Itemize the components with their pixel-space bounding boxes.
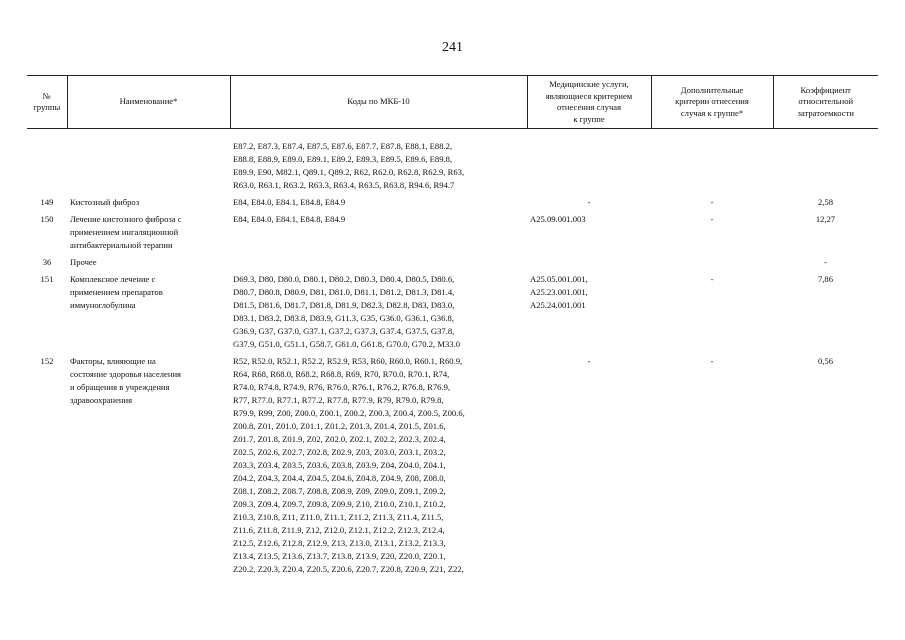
name-cell-line: Кистозный фиброз (70, 197, 140, 207)
icd-codes-cell-line: Z02.5, Z02.6, Z02.7, Z02.8, Z02.9, Z03, Z03.0, Z03.1, Z03.2, (233, 447, 446, 457)
spacer-row (27, 129, 878, 139)
name-cell-line: Лечение кистозного фиброза с (70, 214, 182, 224)
name-cell (67, 138, 230, 194)
coefficient-cell (773, 194, 878, 211)
name-cell (67, 353, 230, 578)
group-number-cell-line: 151 (40, 274, 54, 284)
header-services (527, 76, 651, 129)
header-text-line: относительной (798, 96, 854, 107)
services-cell-line: A25.09.001.003 (530, 214, 586, 224)
extra-criteria-cell (651, 353, 773, 578)
extra-criteria-cell (651, 194, 773, 211)
coefficient-cell-line: 0,56 (817, 356, 834, 366)
extra-criteria-cell-line: - (710, 214, 714, 224)
icd-codes-cell (230, 194, 527, 211)
icd-codes-cell-line: Z00.8, Z01, Z01.0, Z01.1, Z01.2, Z01.3, Z01.4, Z01.5, Z01.6, (233, 421, 446, 431)
icd-codes-cell-line: Z12.5, Z12.6, Z12.8, Z12.9, Z13, Z13.0, Z13.1, Z13.2, Z13.3, (233, 538, 446, 548)
group-number-cell (27, 271, 67, 353)
services-cell (527, 271, 651, 353)
header-text-line: Наименование* (119, 96, 178, 107)
name-cell-line: применением ингаляционной (70, 227, 179, 237)
header-text-line: затратоемкости (797, 107, 854, 118)
icd-codes-cell-line: E84, E84.0, E84.1, E84.8, E84.9 (233, 214, 346, 224)
name-cell-line: здравоохранения (70, 395, 133, 405)
extra-criteria-cell (651, 211, 773, 254)
table-row (27, 211, 878, 254)
page-number: 241 (442, 40, 463, 55)
coefficient-cell-line: 2,58 (817, 197, 834, 207)
services-cell (527, 353, 651, 578)
name-cell-line: Комплексное лечение с (70, 274, 156, 284)
header-name (67, 76, 230, 129)
services-cell-line: A25.05.001.001, (530, 274, 588, 284)
icd-codes-cell-line: E87.2, E87.3, E87.4, E87.5, E87.6, E87.7, E87.8, E88.1, E88.2, (233, 141, 453, 151)
services-cell (527, 254, 651, 271)
icd-codes-cell (230, 254, 527, 271)
coefficient-cell (773, 254, 878, 271)
header-text-line: Дополнительные (680, 84, 744, 95)
group-number-cell-line: 149 (40, 197, 54, 207)
header-text-line: Медицинские услуги, (549, 79, 629, 89)
header-text-line: Коэффициент (800, 84, 851, 95)
icd-codes-cell-line: Z13.4, Z13.5, Z13.6, Z13.7, Z13.8, Z13.9, Z20, Z20.0, Z20.1, (233, 551, 446, 561)
name-cell-line: Прочее (70, 257, 97, 267)
header-group-no (27, 76, 67, 129)
icd-codes-cell-line: Z20.2, Z20.3, Z20.4, Z20.5, Z20.6, Z20.7, Z20.8, Z20.9, Z21, Z22, (233, 564, 464, 574)
name-cell (67, 254, 230, 271)
icd-codes-cell-line: D81.5, D81.6, D81.7, D81.8, D81.9, D82.3, D82.8, D83, D83.0, (233, 300, 455, 310)
name-cell (67, 211, 230, 254)
name-cell-line: иммуноглобулина (70, 300, 136, 310)
services-cell-line: - (587, 197, 591, 207)
icd-codes-cell-line: R64, R68, R68.0, R68.2, R68.8, R69, R70, R70.0, R70.1, R74, (233, 369, 450, 379)
icd-codes-cell-line: R77, R77.0, R77.1, R77.2, R77.8, R77.9, R79, R79.0, R79.8, (233, 395, 444, 405)
icd-codes-cell-line: E88.8, E88.9, E89.0, E89.1, E89.2, E89.3, E89.5, E89.6, E89.8, (233, 154, 453, 164)
group-number-cell-line: 36 (42, 257, 52, 267)
name-cell (67, 271, 230, 353)
table-header-row (27, 76, 878, 129)
coefficient-cell (773, 271, 878, 353)
name-cell-line: антибактериальной терапии (70, 240, 173, 250)
services-cell-line: A25.24.001.001 (530, 300, 586, 310)
icd-codes-cell-line: Z01.7, Z01.8, Z01.9, Z02, Z02.0, Z02.1, Z02.2, Z02.3, Z02.4, (233, 434, 446, 444)
header-extra-criteria (651, 76, 773, 129)
icd-codes-cell (230, 138, 527, 194)
extra-criteria-cell (651, 271, 773, 353)
icd-codes-cell (230, 271, 527, 353)
icd-codes-cell-line: R79.9, R99, Z00, Z00.0, Z00.1, Z00.2, Z00.3, Z00.4, Z00.5, Z00.6, (233, 408, 465, 418)
services-cell (527, 211, 651, 254)
group-number-cell (27, 211, 67, 254)
services-cell (527, 194, 651, 211)
extra-criteria-cell-line: - (710, 274, 714, 284)
group-number-cell-line: 150 (40, 214, 54, 224)
icd-codes-cell-line: G37.9, G51.0, G51.1, G58.7, G61.0, G61.8, G70.0, G70.2, M33.0 (233, 339, 461, 349)
icd-codes-cell-line: D83.1, D83.2, D83.8, D83.9, G11.3, G35, G36.0, G36.1, G36.8, (233, 313, 454, 323)
header-text-line: являющиеся критерием (545, 90, 633, 101)
services-cell (527, 138, 651, 194)
header-text-line: критерии отнесения (675, 96, 749, 107)
ksg-table (27, 75, 878, 578)
icd-codes-cell-line: R63.0, R63.1, R63.2, R63.3, R63.4, R63.5, R63.8, R94.6, R94.7 (233, 180, 455, 190)
group-number-cell (27, 254, 67, 271)
group-number-cell (27, 138, 67, 194)
header-coefficient (773, 76, 878, 129)
header-text-line: Коды по МКБ-10 (347, 96, 410, 107)
header-text-line: группы (33, 102, 61, 112)
table-row (27, 271, 878, 353)
icd-codes-cell-line: Z04.2, Z04.3, Z04.4, Z04.5, Z04.6, Z04.8, Z04.9, Z08, Z08.0, (233, 473, 446, 483)
icd-codes-cell-line: R74.0, R74.8, R74.9, R76, R76.0, R76.1, R76.2, R76.8, R76.9, (233, 382, 451, 392)
name-cell (67, 194, 230, 211)
icd-codes-cell-line: Z08.1, Z08.2, Z08.7, Z08.8, Z08.9, Z09, Z09.0, Z09.1, Z09.2, (233, 486, 446, 496)
extra-criteria-cell-line: - (710, 356, 714, 366)
icd-codes-cell-line: E89.9, E90, M82.1, Q89.1, Q89.2, R62, R62.0, R62.8, R62.9, R63, (233, 167, 465, 177)
extra-criteria-cell-line: - (710, 197, 714, 207)
name-cell-line: и обращения в учреждения (70, 382, 170, 392)
name-cell-line: состояние здоровья населения (70, 369, 182, 379)
table-body (27, 129, 878, 579)
header-text-line: случая к группе* (680, 107, 744, 118)
icd-codes-cell-line: Z10.3, Z10.8, Z11, Z11.0, Z11.1, Z11.2, Z11.3, Z11.4, Z11.5, (233, 512, 444, 522)
header-text-line: отнесения случая (556, 102, 622, 112)
icd-codes-cell-line: Z03.3, Z03.4, Z03.5, Z03.6, Z03.8, Z03.9, Z04, Z04.0, Z04.1, (233, 460, 446, 470)
header-icd-codes (230, 76, 527, 129)
icd-codes-cell-line: G36.9, G37, G37.0, G37.1, G37.2, G37.3, G37.4, G37.5, G37.8, (233, 326, 455, 336)
table-row (27, 254, 878, 271)
table-row (27, 138, 878, 194)
table-row (27, 194, 878, 211)
name-cell-line: применением препаратов (70, 287, 163, 297)
services-cell-line: A25.23.001.001, (530, 287, 588, 297)
coefficient-cell-line: 7,86 (817, 274, 834, 284)
header-text-line: № (42, 90, 51, 101)
coefficient-cell (773, 211, 878, 254)
group-number-cell-line: 152 (40, 356, 54, 366)
coefficient-cell (773, 353, 878, 578)
coefficient-cell (773, 138, 878, 194)
icd-codes-cell-line: E84, E84.0, E84.1, E84.8, E84.9 (233, 197, 346, 207)
services-cell-line: - (587, 356, 591, 366)
icd-codes-cell-line: Z11.6, Z11.8, Z11.9, Z12, Z12.0, Z12.1, Z12.2, Z12.3, Z12.4, (233, 525, 445, 535)
extra-criteria-cell (651, 138, 773, 194)
group-number-cell (27, 194, 67, 211)
table-row (27, 353, 878, 578)
name-cell-line: Факторы, влияющие на (70, 356, 156, 366)
icd-codes-cell (230, 211, 527, 254)
icd-codes-cell-line: D69.3, D80, D80.0, D80.1, D80.2, D80.3, D80.4, D80.5, D80.6, (233, 274, 455, 284)
icd-codes-cell-line: Z09.3, Z09.4, Z09.7, Z09.8, Z09.9, Z10, Z10.0, Z10.1, Z10.2, (233, 499, 446, 509)
coefficient-cell-line: 12,27 (815, 214, 836, 224)
header-text-line: к группе (573, 113, 605, 124)
coefficient-cell-line: - (824, 257, 827, 267)
group-number-cell (27, 353, 67, 578)
icd-codes-cell (230, 353, 527, 578)
extra-criteria-cell (651, 254, 773, 271)
icd-codes-cell-line: D80.7, D80.8, D80.9, D81, D81.0, D81.1, D81.2, D81.3, D81.4, (233, 287, 455, 297)
icd-codes-cell-line: R52, R52.0, R52.1, R52.2, R52.9, R53, R60, R60.0, R60.1, R60.9, (233, 356, 463, 366)
